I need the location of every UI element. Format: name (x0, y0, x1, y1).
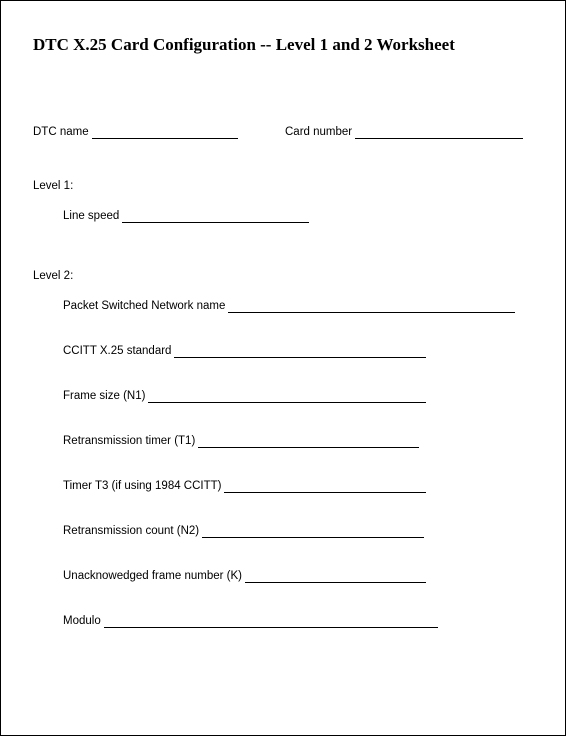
card-number-blank[interactable] (355, 127, 523, 139)
modulo-label: Modulo (63, 615, 101, 627)
dtc-name-field (33, 125, 238, 139)
line-speed-field (63, 209, 309, 223)
line-speed-label: Line speed (63, 210, 120, 222)
unacknowledged-frame-field (63, 569, 426, 583)
retransmission-count-label: Retransmission count (N2) (63, 525, 200, 537)
retransmission-count-blank[interactable] (202, 526, 424, 538)
dtc-name-blank[interactable] (92, 127, 238, 139)
psn-name-blank[interactable] (228, 301, 515, 313)
psn-name-label: Packet Switched Network name (63, 300, 226, 312)
frame-size-field (63, 389, 426, 403)
dtc-name-label: DTC name (33, 126, 89, 138)
retransmission-count-field (63, 524, 424, 538)
modulo-field (63, 614, 438, 628)
card-number-label: Card number (285, 126, 353, 138)
ccitt-standard-field (63, 344, 426, 358)
timer-t3-label: Timer T3 (if using 1984 CCITT) (63, 480, 222, 492)
frame-size-blank[interactable] (148, 391, 426, 403)
level2-heading: Level 2: (33, 270, 74, 282)
retransmission-timer-field (63, 434, 419, 448)
modulo-blank[interactable] (104, 616, 438, 628)
timer-t3-field (63, 479, 426, 493)
timer-t3-blank[interactable] (224, 481, 426, 493)
line-speed-blank[interactable] (122, 211, 309, 223)
psn-name-field (63, 299, 515, 313)
retransmission-timer-label: Retransmission timer (T1) (63, 435, 196, 447)
unacknowledged-frame-label: Unacknowedged frame number (K) (63, 570, 242, 582)
level1-heading: Level 1: (33, 180, 74, 192)
unacknowledged-frame-blank[interactable] (245, 571, 426, 583)
ccitt-standard-label: CCITT X.25 standard (63, 345, 172, 357)
card-number-field (285, 125, 523, 139)
retransmission-timer-blank[interactable] (198, 436, 419, 448)
page-title: DTC X.25 Card Configuration -- Level 1 and 2 Worksheet (33, 35, 455, 54)
frame-size-label: Frame size (N1) (63, 390, 146, 402)
ccitt-standard-blank[interactable] (174, 346, 426, 358)
